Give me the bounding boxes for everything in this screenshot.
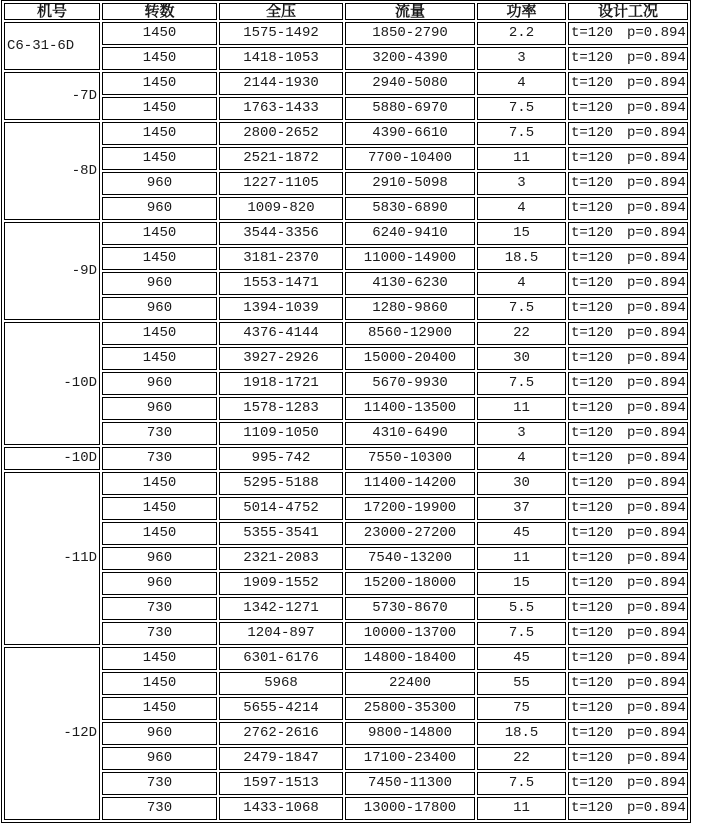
design-t-value: t=120 xyxy=(571,725,614,741)
table-row xyxy=(4,547,688,570)
design-t-value: t=120 xyxy=(571,125,614,141)
power-cell: 37 xyxy=(477,497,566,520)
power-cell: 22 xyxy=(477,322,566,345)
power-cell: 15 xyxy=(477,222,566,245)
pressure-cell: 1918-1721 xyxy=(219,372,343,395)
design-cell xyxy=(568,322,688,345)
pressure-cell: 1009-820 xyxy=(219,197,343,220)
table-body xyxy=(4,22,688,820)
speed-cell: 1450 xyxy=(102,147,217,170)
design-p-value: p=0.894 xyxy=(627,375,686,391)
header-pressure: 全压 xyxy=(219,3,343,20)
flow-cell: 11400-13500 xyxy=(345,397,475,420)
speed-cell: 730 xyxy=(102,447,217,470)
pressure-cell: 1575-1492 xyxy=(219,22,343,45)
design-p-value: p=0.894 xyxy=(627,200,686,216)
pressure-cell: 5355-3541 xyxy=(219,522,343,545)
design-cell xyxy=(568,472,688,495)
fan-spec-table xyxy=(1,0,691,823)
design-p-value: p=0.894 xyxy=(627,500,686,516)
model-cell: C6-31-6D xyxy=(4,22,100,70)
header-row xyxy=(4,3,688,20)
design-cell xyxy=(568,747,688,770)
table-row xyxy=(4,622,688,645)
flow-cell: 7540-13200 xyxy=(345,547,475,570)
pressure-cell: 1227-1105 xyxy=(219,172,343,195)
power-cell: 45 xyxy=(477,522,566,545)
power-cell: 30 xyxy=(477,347,566,370)
design-p-value: p=0.894 xyxy=(627,775,686,791)
speed-cell: 1450 xyxy=(102,497,217,520)
flow-cell: 5670-9930 xyxy=(345,372,475,395)
flow-cell: 7700-10400 xyxy=(345,147,475,170)
design-t-value: t=120 xyxy=(571,450,614,466)
speed-cell: 1450 xyxy=(102,22,217,45)
design-cell xyxy=(568,772,688,795)
power-cell: 7.5 xyxy=(477,622,566,645)
flow-cell: 11000-14900 xyxy=(345,247,475,270)
speed-cell: 1450 xyxy=(102,647,217,670)
power-cell: 7.5 xyxy=(477,772,566,795)
flow-cell: 4130-6230 xyxy=(345,272,475,295)
pressure-cell: 1909-1552 xyxy=(219,572,343,595)
design-t-value: t=120 xyxy=(571,775,614,791)
table-row xyxy=(4,272,688,295)
design-t-value: t=120 xyxy=(571,225,614,241)
design-cell xyxy=(568,97,688,120)
speed-cell: 1450 xyxy=(102,47,217,70)
speed-cell: 960 xyxy=(102,297,217,320)
design-t-value: t=120 xyxy=(571,500,614,516)
design-cell xyxy=(568,622,688,645)
pressure-cell: 1204-897 xyxy=(219,622,343,645)
design-cell xyxy=(568,272,688,295)
pressure-cell: 1342-1271 xyxy=(219,597,343,620)
design-t-value: t=120 xyxy=(571,700,614,716)
design-p-value: p=0.894 xyxy=(627,425,686,441)
pressure-cell: 1109-1050 xyxy=(219,422,343,445)
speed-cell: 1450 xyxy=(102,697,217,720)
table-row xyxy=(4,197,688,220)
design-t-value: t=120 xyxy=(571,575,614,591)
flow-cell: 8560-12900 xyxy=(345,322,475,345)
design-p-value: p=0.894 xyxy=(627,125,686,141)
flow-cell: 5830-6890 xyxy=(345,197,475,220)
flow-cell: 3200-4390 xyxy=(345,47,475,70)
design-cell xyxy=(568,697,688,720)
design-p-value: p=0.894 xyxy=(627,450,686,466)
table-row xyxy=(4,47,688,70)
design-t-value: t=120 xyxy=(571,300,614,316)
pressure-cell: 5295-5188 xyxy=(219,472,343,495)
design-cell xyxy=(568,347,688,370)
design-p-value: p=0.894 xyxy=(627,150,686,166)
table-row xyxy=(4,597,688,620)
design-p-value: p=0.894 xyxy=(627,700,686,716)
power-cell: 3 xyxy=(477,422,566,445)
header-power: 功率 xyxy=(477,3,566,20)
table-row xyxy=(4,497,688,520)
pressure-cell: 2800-2652 xyxy=(219,122,343,145)
table-row xyxy=(4,97,688,120)
flow-cell: 6240-9410 xyxy=(345,222,475,245)
design-t-value: t=120 xyxy=(571,25,614,41)
design-p-value: p=0.894 xyxy=(627,575,686,591)
design-t-value: t=120 xyxy=(571,675,614,691)
table-row xyxy=(4,472,688,495)
pressure-cell: 2144-1930 xyxy=(219,72,343,95)
design-p-value: p=0.894 xyxy=(627,750,686,766)
pressure-cell: 1763-1433 xyxy=(219,97,343,120)
flow-cell: 15200-18000 xyxy=(345,572,475,595)
design-cell xyxy=(568,47,688,70)
design-cell xyxy=(568,172,688,195)
flow-cell: 2910-5098 xyxy=(345,172,475,195)
design-cell xyxy=(568,597,688,620)
power-cell: 4 xyxy=(477,72,566,95)
speed-cell: 1450 xyxy=(102,97,217,120)
pressure-cell: 1418-1053 xyxy=(219,47,343,70)
design-cell xyxy=(568,197,688,220)
power-cell: 7.5 xyxy=(477,122,566,145)
design-p-value: p=0.894 xyxy=(627,300,686,316)
speed-cell: 1450 xyxy=(102,222,217,245)
power-cell: 11 xyxy=(477,147,566,170)
speed-cell: 1450 xyxy=(102,347,217,370)
table-row xyxy=(4,697,688,720)
design-cell xyxy=(568,647,688,670)
design-t-value: t=120 xyxy=(571,625,614,641)
pressure-cell: 3544-3356 xyxy=(219,222,343,245)
speed-cell: 960 xyxy=(102,747,217,770)
design-t-value: t=120 xyxy=(571,750,614,766)
design-t-value: t=120 xyxy=(571,650,614,666)
design-p-value: p=0.894 xyxy=(627,225,686,241)
design-cell xyxy=(568,247,688,270)
design-p-value: p=0.894 xyxy=(627,475,686,491)
flow-cell: 11400-14200 xyxy=(345,472,475,495)
design-cell xyxy=(568,447,688,470)
design-p-value: p=0.894 xyxy=(627,725,686,741)
speed-cell: 730 xyxy=(102,597,217,620)
power-cell: 4 xyxy=(477,447,566,470)
table-row xyxy=(4,672,688,695)
pressure-cell: 995-742 xyxy=(219,447,343,470)
flow-cell: 25800-35300 xyxy=(345,697,475,720)
pressure-cell: 5014-4752 xyxy=(219,497,343,520)
flow-cell: 4310-6490 xyxy=(345,422,475,445)
speed-cell: 730 xyxy=(102,797,217,820)
flow-cell: 4390-6610 xyxy=(345,122,475,145)
design-p-value: p=0.894 xyxy=(627,50,686,66)
speed-cell: 1450 xyxy=(102,472,217,495)
flow-cell: 10000-13700 xyxy=(345,622,475,645)
table-row xyxy=(4,747,688,770)
table-row xyxy=(4,297,688,320)
power-cell: 5.5 xyxy=(477,597,566,620)
flow-cell: 7450-11300 xyxy=(345,772,475,795)
pressure-cell: 3927-2926 xyxy=(219,347,343,370)
speed-cell: 960 xyxy=(102,547,217,570)
model-cell: -9D xyxy=(4,222,100,320)
pressure-cell: 1578-1283 xyxy=(219,397,343,420)
power-cell: 18.5 xyxy=(477,722,566,745)
power-cell: 11 xyxy=(477,397,566,420)
table-row xyxy=(4,147,688,170)
design-t-value: t=120 xyxy=(571,150,614,166)
flow-cell: 7550-10300 xyxy=(345,447,475,470)
power-cell: 3 xyxy=(477,172,566,195)
design-p-value: p=0.894 xyxy=(627,25,686,41)
flow-cell: 17200-19900 xyxy=(345,497,475,520)
power-cell: 2.2 xyxy=(477,22,566,45)
power-cell: 55 xyxy=(477,672,566,695)
table-row xyxy=(4,447,688,470)
design-cell xyxy=(568,22,688,45)
model-cell: -8D xyxy=(4,122,100,220)
flow-cell: 22400 xyxy=(345,672,475,695)
header-flow: 流量 xyxy=(345,3,475,20)
power-cell: 75 xyxy=(477,697,566,720)
design-cell xyxy=(568,122,688,145)
design-t-value: t=120 xyxy=(571,325,614,341)
speed-cell: 730 xyxy=(102,422,217,445)
design-p-value: p=0.894 xyxy=(627,75,686,91)
table-row xyxy=(4,397,688,420)
power-cell: 15 xyxy=(477,572,566,595)
power-cell: 4 xyxy=(477,272,566,295)
design-t-value: t=120 xyxy=(571,75,614,91)
design-cell xyxy=(568,672,688,695)
flow-cell: 9800-14800 xyxy=(345,722,475,745)
model-cell: -11D xyxy=(4,472,100,645)
table-row xyxy=(4,347,688,370)
design-t-value: t=120 xyxy=(571,550,614,566)
design-t-value: t=120 xyxy=(571,475,614,491)
table-row xyxy=(4,797,688,820)
design-cell xyxy=(568,722,688,745)
power-cell: 18.5 xyxy=(477,247,566,270)
speed-cell: 960 xyxy=(102,572,217,595)
design-p-value: p=0.894 xyxy=(627,800,686,816)
table-row xyxy=(4,722,688,745)
speed-cell: 960 xyxy=(102,722,217,745)
table-row xyxy=(4,322,688,345)
design-t-value: t=120 xyxy=(571,375,614,391)
design-t-value: t=120 xyxy=(571,525,614,541)
header-speed: 转数 xyxy=(102,3,217,20)
flow-cell: 1850-2790 xyxy=(345,22,475,45)
design-t-value: t=120 xyxy=(571,425,614,441)
pressure-cell: 5968 xyxy=(219,672,343,695)
pressure-cell: 1597-1513 xyxy=(219,772,343,795)
design-cell xyxy=(568,572,688,595)
model-cell: -7D xyxy=(4,72,100,120)
pressure-cell: 2762-2616 xyxy=(219,722,343,745)
table-row xyxy=(4,572,688,595)
speed-cell: 730 xyxy=(102,622,217,645)
speed-cell: 1450 xyxy=(102,122,217,145)
pressure-cell: 5655-4214 xyxy=(219,697,343,720)
table-row xyxy=(4,522,688,545)
design-p-value: p=0.894 xyxy=(627,400,686,416)
design-p-value: p=0.894 xyxy=(627,100,686,116)
speed-cell: 730 xyxy=(102,772,217,795)
pressure-cell: 4376-4144 xyxy=(219,322,343,345)
design-cell xyxy=(568,547,688,570)
table-row xyxy=(4,772,688,795)
design-cell xyxy=(568,297,688,320)
pressure-cell: 2479-1847 xyxy=(219,747,343,770)
design-p-value: p=0.894 xyxy=(627,325,686,341)
design-p-value: p=0.894 xyxy=(627,650,686,666)
pressure-cell: 6301-6176 xyxy=(219,647,343,670)
design-p-value: p=0.894 xyxy=(627,525,686,541)
design-p-value: p=0.894 xyxy=(627,600,686,616)
design-cell xyxy=(568,147,688,170)
design-p-value: p=0.894 xyxy=(627,275,686,291)
design-t-value: t=120 xyxy=(571,250,614,266)
design-t-value: t=120 xyxy=(571,275,614,291)
design-cell xyxy=(568,222,688,245)
design-cell xyxy=(568,497,688,520)
speed-cell: 1450 xyxy=(102,247,217,270)
design-t-value: t=120 xyxy=(571,50,614,66)
table-row xyxy=(4,372,688,395)
design-t-value: t=120 xyxy=(571,800,614,816)
design-p-value: p=0.894 xyxy=(627,550,686,566)
power-cell: 7.5 xyxy=(477,97,566,120)
table-row xyxy=(4,647,688,670)
table-row xyxy=(4,247,688,270)
speed-cell: 960 xyxy=(102,372,217,395)
speed-cell: 1450 xyxy=(102,672,217,695)
power-cell: 7.5 xyxy=(477,372,566,395)
table-row xyxy=(4,72,688,95)
power-cell: 22 xyxy=(477,747,566,770)
pressure-cell: 1433-1068 xyxy=(219,797,343,820)
design-cell xyxy=(568,797,688,820)
header-model: 机号 xyxy=(4,3,100,20)
design-t-value: t=120 xyxy=(571,200,614,216)
power-cell: 11 xyxy=(477,547,566,570)
table-row xyxy=(4,172,688,195)
model-cell: -10D xyxy=(4,322,100,445)
design-cell xyxy=(568,397,688,420)
design-p-value: p=0.894 xyxy=(627,625,686,641)
power-cell: 3 xyxy=(477,47,566,70)
speed-cell: 960 xyxy=(102,172,217,195)
power-cell: 30 xyxy=(477,472,566,495)
flow-cell: 5730-8670 xyxy=(345,597,475,620)
speed-cell: 960 xyxy=(102,272,217,295)
speed-cell: 960 xyxy=(102,397,217,420)
model-cell: -12D xyxy=(4,647,100,820)
table-row xyxy=(4,22,688,45)
design-p-value: p=0.894 xyxy=(627,175,686,191)
pressure-cell: 2521-1872 xyxy=(219,147,343,170)
design-cell xyxy=(568,522,688,545)
design-p-value: p=0.894 xyxy=(627,250,686,266)
table-row xyxy=(4,422,688,445)
flow-cell: 23000-27200 xyxy=(345,522,475,545)
speed-cell: 1450 xyxy=(102,72,217,95)
design-p-value: p=0.894 xyxy=(627,675,686,691)
table-row xyxy=(4,222,688,245)
design-t-value: t=120 xyxy=(571,100,614,116)
flow-cell: 14800-18400 xyxy=(345,647,475,670)
table-row xyxy=(4,122,688,145)
design-cell xyxy=(568,422,688,445)
design-cell xyxy=(568,372,688,395)
flow-cell: 5880-6970 xyxy=(345,97,475,120)
power-cell: 11 xyxy=(477,797,566,820)
flow-cell: 13000-17800 xyxy=(345,797,475,820)
design-t-value: t=120 xyxy=(571,175,614,191)
flow-cell: 17100-23400 xyxy=(345,747,475,770)
power-cell: 45 xyxy=(477,647,566,670)
design-t-value: t=120 xyxy=(571,350,614,366)
speed-cell: 1450 xyxy=(102,322,217,345)
flow-cell: 15000-20400 xyxy=(345,347,475,370)
pressure-cell: 2321-2083 xyxy=(219,547,343,570)
pressure-cell: 1553-1471 xyxy=(219,272,343,295)
flow-cell: 2940-5080 xyxy=(345,72,475,95)
power-cell: 4 xyxy=(477,197,566,220)
speed-cell: 1450 xyxy=(102,522,217,545)
pressure-cell: 3181-2370 xyxy=(219,247,343,270)
design-t-value: t=120 xyxy=(571,600,614,616)
flow-cell: 1280-9860 xyxy=(345,297,475,320)
design-t-value: t=120 xyxy=(571,400,614,416)
model-cell: -10D xyxy=(4,447,100,470)
speed-cell: 960 xyxy=(102,197,217,220)
design-p-value: p=0.894 xyxy=(627,350,686,366)
pressure-cell: 1394-1039 xyxy=(219,297,343,320)
power-cell: 7.5 xyxy=(477,297,566,320)
design-cell xyxy=(568,72,688,95)
header-design-condition: 设计工况 xyxy=(568,3,688,20)
